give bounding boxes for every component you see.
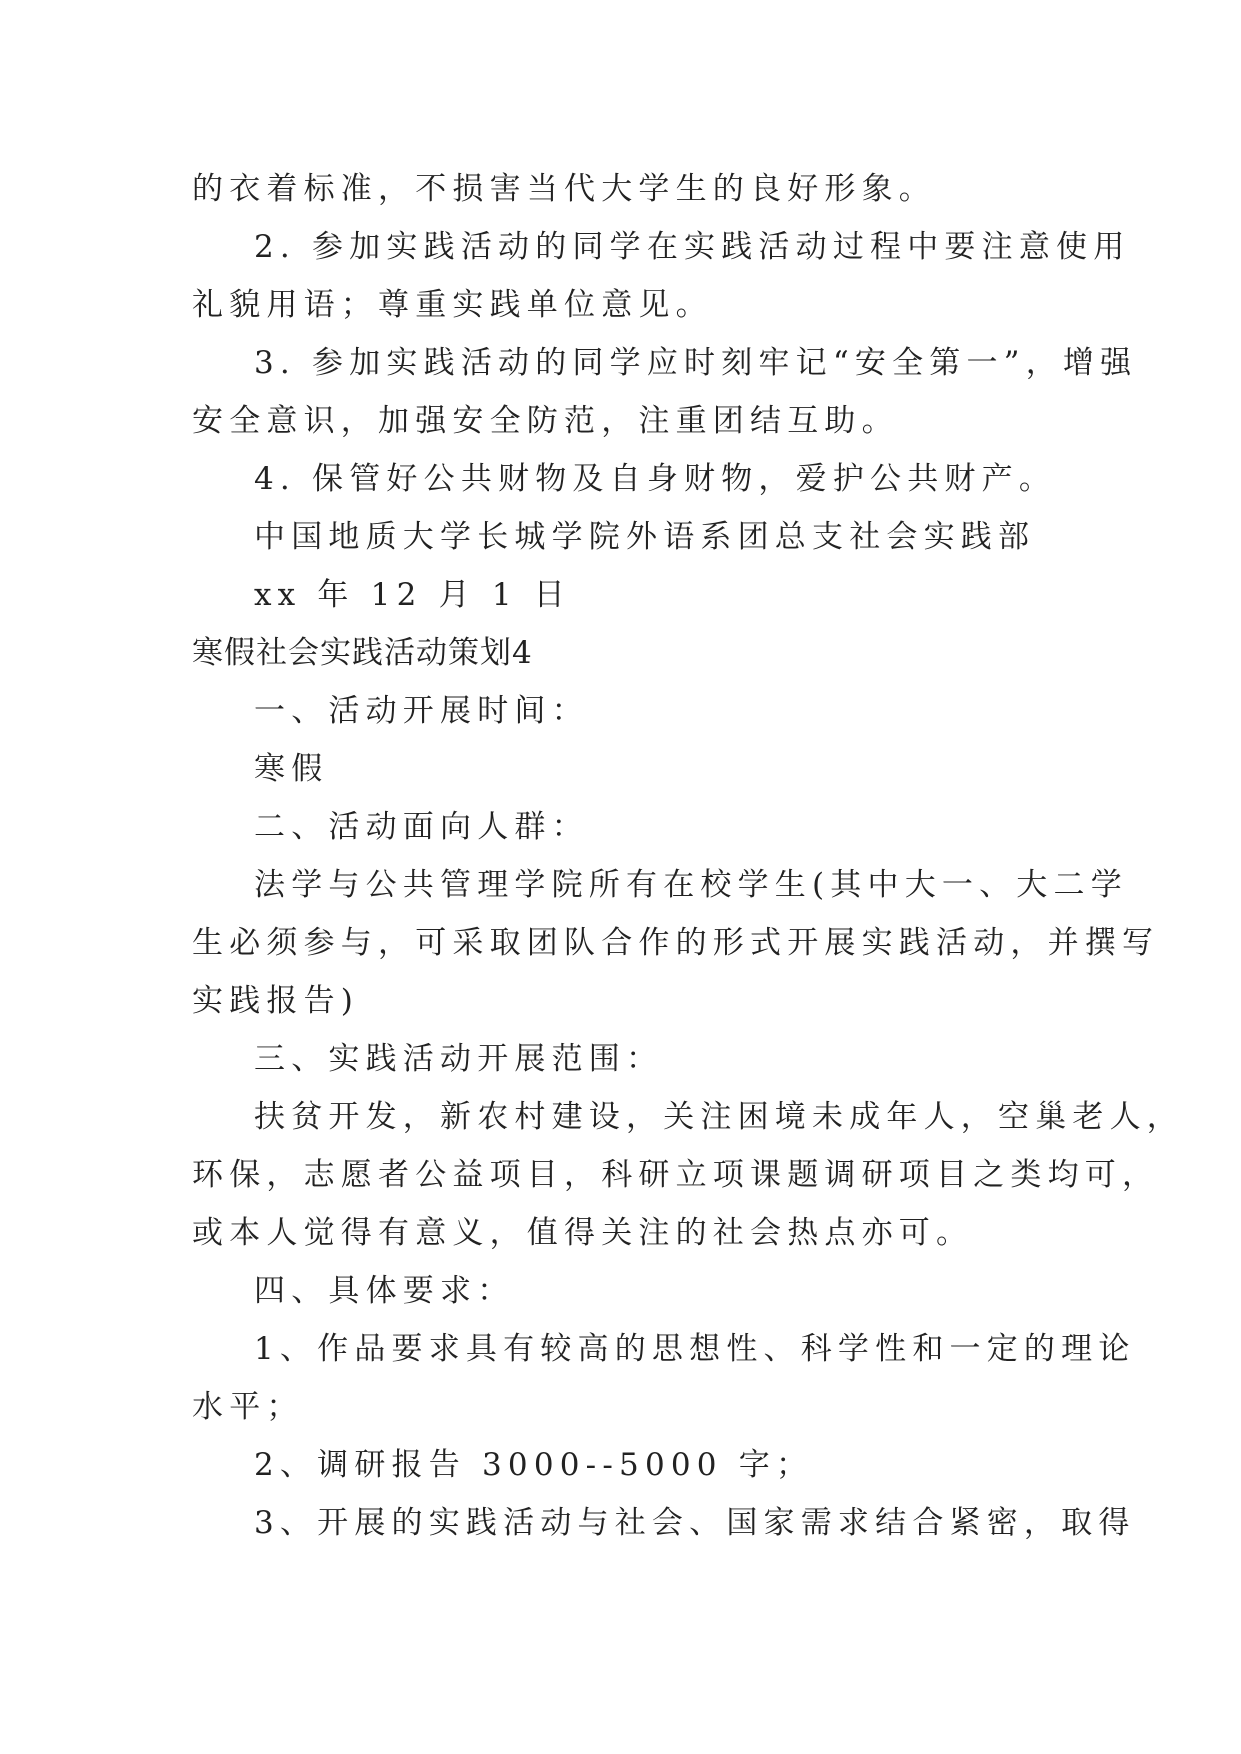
- text-line-1: 的衣着标准，不损害当代大学生的良好形象。: [192, 171, 936, 207]
- text-line-23: 2、调研报告 3000--5000 字；: [254, 1447, 814, 1483]
- text-line-14: 生必须参与，可采取团队合作的形式开展实践活动，并撰写: [192, 925, 1160, 961]
- date-line: xx 年 12 月 1 日: [254, 577, 572, 613]
- text-line-13: 法学与公共管理学院所有在校学生(其中大一、大二学: [254, 867, 1128, 903]
- text-line-2: 2. 参加实践活动的同学在实践活动过程中要注意使用: [254, 229, 1131, 265]
- text-line-19: 或本人觉得有意义，值得关注的社会热点亦可。: [192, 1215, 974, 1251]
- text-line-4: 3. 参加实践活动的同学应时刻牢记“安全第一”，增强: [254, 345, 1138, 381]
- text-line-24: 3、开展的实践活动与社会、国家需求结合紧密，取得: [254, 1505, 1136, 1541]
- text-line-3: 礼貌用语；尊重实践单位意见。: [192, 287, 713, 323]
- text-line-15: 实践报告): [192, 983, 360, 1019]
- section-title: 寒假社会实践活动策划4: [192, 635, 533, 671]
- text-line-18: 环保，志愿者公益项目，科研立项课题调研项目之类均可，: [192, 1157, 1160, 1193]
- text-line-11: 寒假: [254, 751, 329, 787]
- signature-line: 中国地质大学长城学院外语系团总支社会实践部: [254, 519, 1036, 555]
- text-line-6: 4. 保管好公共财物及自身财物，爱护公共财产。: [254, 461, 1057, 497]
- heading-scope: 三、实践活动开展范围：: [254, 1041, 664, 1077]
- text-line-5: 安全意识，加强安全防范，注重团结互助。: [192, 403, 899, 439]
- text-line-17: 扶贫开发，新农村建设，关注困境未成年人，空巢老人，: [254, 1099, 1184, 1135]
- heading-requirements: 四、具体要求：: [254, 1273, 515, 1309]
- heading-time: 一、活动开展时间：: [254, 693, 589, 729]
- text-line-21: 1、作品要求具有较高的思想性、科学性和一定的理论: [254, 1331, 1136, 1367]
- heading-audience: 二、活动面向人群：: [254, 809, 589, 845]
- text-line-22: 水平；: [192, 1389, 304, 1425]
- document-body: [192, 160, 1184, 1552]
